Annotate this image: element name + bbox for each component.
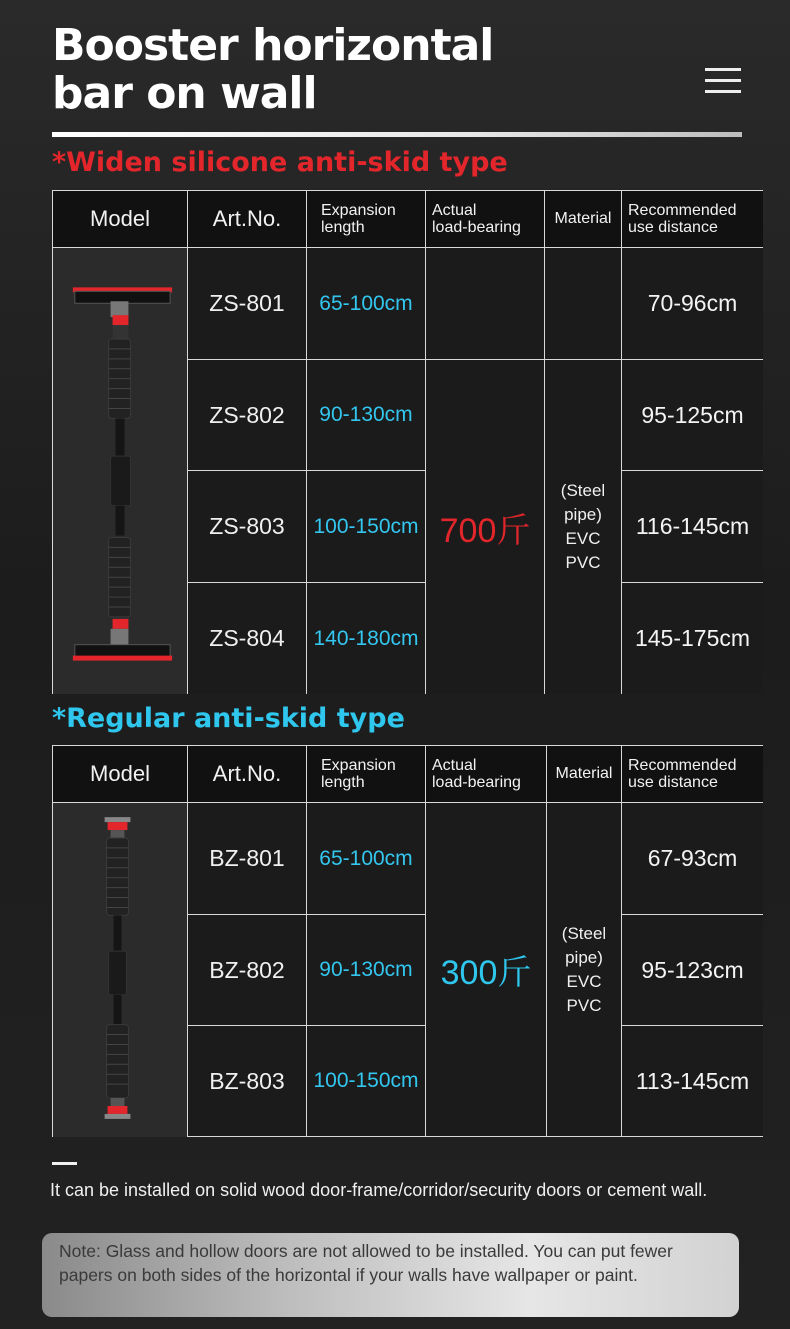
table-row-expansion: 100-150cm: [307, 1026, 426, 1136]
header-model: Model: [53, 746, 188, 803]
page-title-line2: bar on wall: [52, 68, 317, 119]
menu-icon[interactable]: [705, 68, 741, 94]
table-row-distance: 113-145cm: [622, 1026, 763, 1136]
table-row-distance: 116-145cm: [622, 471, 763, 583]
section-heading-widen: *Widen silicone anti-skid type: [52, 147, 508, 178]
header-model: Model: [53, 191, 188, 248]
header-load: Actual load-bearing: [426, 191, 545, 248]
table-row-art: BZ-802: [188, 915, 307, 1026]
material-value: (Steel pipe) EVC PVC: [547, 803, 622, 1136]
table-row-distance: 145-175cm: [622, 583, 763, 694]
header-distance: Recommended use distance: [622, 746, 763, 803]
install-text: It can be installed on solid wood door-frame/corridor/security doors or cement wall.: [50, 1180, 708, 1200]
table-row-expansion: 65-100cm: [307, 248, 426, 360]
header-art-no: Art.No.: [188, 746, 307, 803]
table-row-art: BZ-801: [188, 803, 307, 915]
note-box: [42, 1233, 739, 1317]
title-divider: [52, 132, 742, 137]
header-art-no: Art.No.: [188, 191, 307, 248]
table-row-art: ZS-802: [188, 360, 307, 471]
header-expansion: Expansion length: [307, 746, 426, 803]
material-cell-blank: [545, 248, 622, 360]
table-row-distance: 67-93cm: [622, 803, 763, 915]
note-text: Note: Glass and hollow doors are not allowed to be installed. You can put fewer papers on both sides of the horizontal if your walls have wallpaper or paint.: [59, 1241, 673, 1285]
table-row-expansion: 90-130cm: [307, 360, 426, 471]
page-title: [52, 22, 493, 118]
table-row-distance: 70-96cm: [622, 248, 763, 360]
table-row-distance: 95-123cm: [622, 915, 763, 1026]
material-value: (Steel pipe) EVC PVC: [545, 360, 622, 694]
horizontal-bar-illustration: [53, 803, 187, 1137]
load-cell-blank: [426, 248, 545, 360]
table-row-distance: 95-125cm: [622, 360, 763, 471]
header-material: Material: [545, 191, 622, 248]
table-row-expansion: 90-130cm: [307, 915, 426, 1026]
product-image-regular: [53, 803, 188, 1137]
product-image-widen: [53, 248, 188, 694]
spec-table-widen: [52, 190, 763, 694]
horizontal-bar-illustration: [53, 248, 187, 694]
header-expansion: Expansion length: [307, 191, 426, 248]
table-row-art: BZ-803: [188, 1026, 307, 1136]
table-row-art: ZS-801: [188, 248, 307, 360]
section-heading-regular: *Regular anti-skid type: [52, 703, 405, 734]
table-row-expansion: 65-100cm: [307, 803, 426, 915]
header-load: Actual load-bearing: [426, 746, 547, 803]
note-divider: [52, 1162, 77, 1165]
load-value: 700斤: [426, 360, 545, 694]
table-row-art: ZS-803: [188, 471, 307, 583]
header-material: Material: [547, 746, 622, 803]
spec-table-regular: [52, 745, 763, 1137]
table-row-expansion: 140-180cm: [307, 583, 426, 694]
header-distance: Recommended use distance: [622, 191, 763, 248]
table-row-expansion: 100-150cm: [307, 471, 426, 583]
table-row-art: ZS-804: [188, 583, 307, 694]
load-value: 300斤: [426, 803, 547, 1136]
page-title-line1: Booster horizontal: [52, 20, 494, 71]
